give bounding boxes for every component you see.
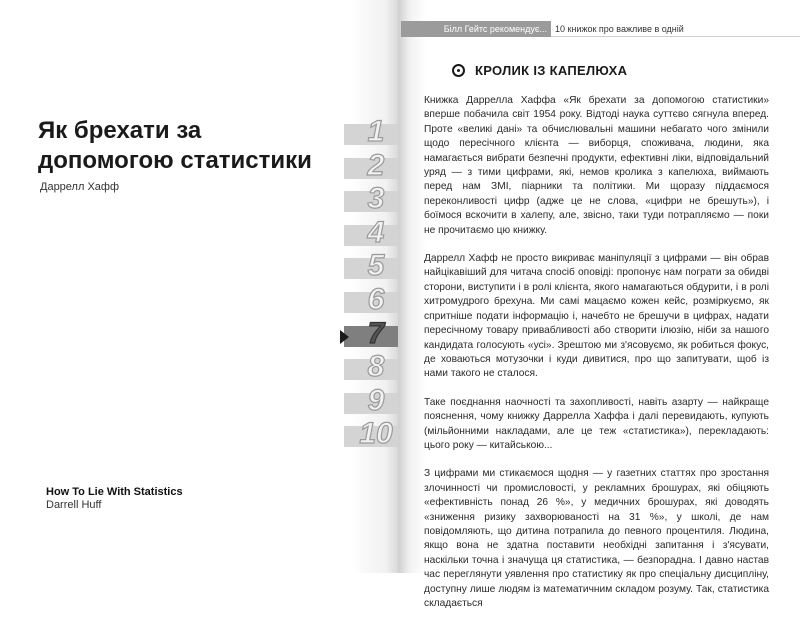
original-author: Darrell Huff [46,499,102,511]
paragraph: Книжка Даррелла Хаффа «Як брехати за допомогою статистики» вперше побачила світ 1954 року. Відтоді наука суттєво сягнула вперед. Проте «великі дані» та обчислювальні машини небагато чого змінили щодо пересічного клієнта — виборця, споживача, людини, яка намагається вибрати безпечні продукти, ефективні ліки, відповідальний уряд — з тими цифрами, які, немов кролика з капелюха, виймають перед нам ЗМІ, піарники та політики. Ми щоразу піддаємося переконливості цифр (адже це не слова, «цифри не брешуть»), і боїмося вскочити в халепу, але, звісно, таки туди потрапляємо — поки не прочитаємо цю книжку. [424,95,769,236]
paragraph: Таке поєднання наочності та захопливості, навіть азарту — найкраще пояснення, чому книжку Даррелла Хаффа і далі перевидають, купують (мільйонними накладами, але це теж «статистика»), перекладають: цього року — китайською... [424,396,769,451]
rank-number: 6 [367,282,385,316]
rank-number: 4 [367,215,385,249]
book-author: Даррелл Хафф [40,181,120,193]
rank-number: 7 [367,316,385,350]
section-heading [452,63,627,78]
running-header-subtitle: 10 книжок про важливе в одній [555,24,684,34]
original-title: How To Lie With Statistics [46,486,183,498]
rank-number: 10 [359,417,393,451]
body-text [424,94,769,625]
rank-item [344,385,400,419]
paragraph: З цифрами ми стикаємося щодня — у газетних статтях про зростання злочинності чи промисловості, у рекламних брошурах, які обіцяють «ефективність понад 26 %», у медичних брошурах, які доводять «зниження ризику захворюваності на 31 %», у школі, де нам повідомляють, що дитина потрапила до певного процентиля. Людина, якщо вона не здатна поставити необхідні запитання і з'ясувати, наскільки точна і значуща ця статистика, — безпорадна. І давно настав час переглянути уявлення про статистику як про спеціальну дисципліну, доступну лише людям із математичним складом розуму. Так, статистика складається [424,468,769,609]
target-icon [452,64,465,77]
book-title: Як брехати за допомогою статистики [38,117,312,174]
rank-number: 2 [367,148,385,182]
section-title: КРОЛИК ІЗ КАПЕЛЮХА [475,63,628,78]
rank-number: 8 [367,350,385,384]
rank-item [344,351,400,385]
rank-number: 1 [367,115,385,148]
running-header-title: Білл Гейтс рекомендує... [401,21,551,37]
rank-item [344,318,400,352]
rank-number: 5 [367,249,385,283]
rank-list [344,116,400,452]
current-rank-marker-icon [340,330,349,344]
rank-number: 3 [367,182,385,216]
left-page [0,0,398,573]
rank-item [344,217,400,251]
rank-item [344,250,400,284]
original-book-info [46,486,183,512]
rank-item [344,116,400,150]
rank-item [344,284,400,318]
header-divider [551,36,800,37]
rank-item [344,418,400,452]
paragraph: Даррелл Хафф не просто викриває маніпуляції з цифрами — він обрав найцікавіший для читача спосіб оповіді: пропонує нам пограти за обидві сторони, виступити і в ролі клієнта, якого намагаються обдурити, і в ролі хитромудрого брехуна. Ми самі мацаємо кожен кейс, розміркуємо, як спритніше подати інформацію і, начебто не брешучи в цифрах, надати пересічному товару привабливості або створити ілюзію, ніби за нашого кандидата голосують «усі». Зрештою ми з'ясовуємо, як робиться фокус, де ховаються мотузочки і куди дивитися, про що запитувати, щоб із нами такого не сталося. [424,253,769,380]
rank-number: 9 [367,383,385,417]
rank-item [344,150,400,184]
rank-item [344,183,400,217]
